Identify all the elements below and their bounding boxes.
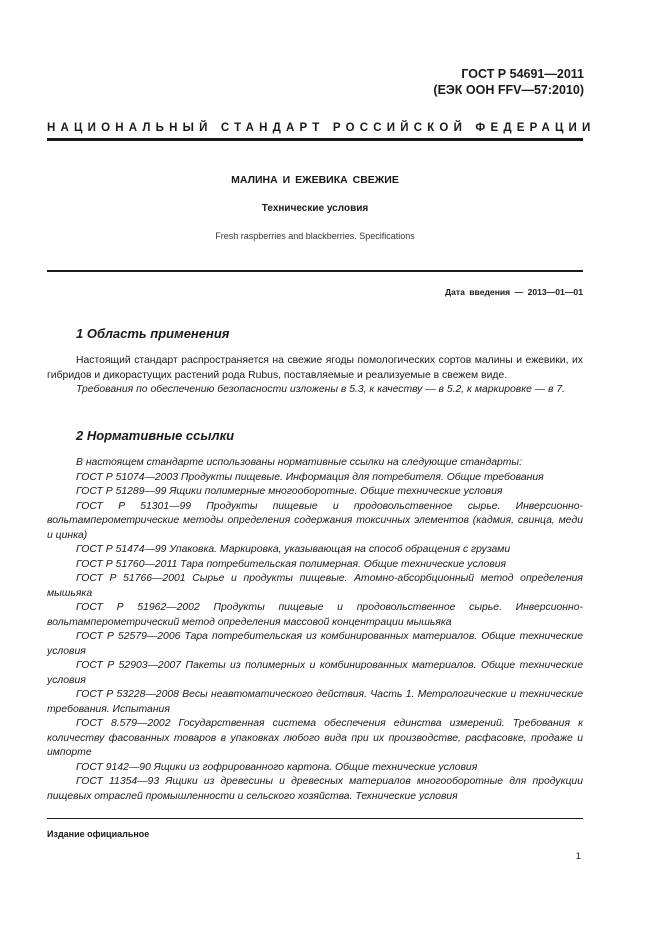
section-2-body [47,456,583,804]
paragraph: Настоящий стандарт распространяется на свежие ягоды помологических сортов малины и ежевики, их гибридов и дикорастущих растений рода Rubus, поставляемые и реализуемые в свежем виде. [47,355,583,381]
page-number: 1 [575,851,581,862]
document-title: МАЛИНА И ЕЖЕВИКА СВЕЖИЕ [231,174,399,186]
introduction-date: Дата введения — 2013—01—01 [444,287,583,297]
paragraph: В настоящем стандарте использованы нормативные ссылки на следующие стандарты: [76,457,522,468]
document-subtitle: Технические условия [261,203,369,214]
reference-item: ГОСТ Р 52579—2006 Тара потребительская из комбинированных материалов. Общие технические условия [47,631,583,657]
document-title-english: Fresh raspberries and blackberries. Specifications [215,231,415,241]
paragraph: Требования по обеспечению безопасности изложены в 5.3, к качеству — в 5.2, к маркировке — в 7. [76,384,566,395]
reference-item: ГОСТ Р 51760—2011 Тара потребительская полимерная. Общие технические условия [76,558,507,570]
reference-item: ГОСТ Р 51474—99 Упаковка. Маркировка, указывающая на способ обращения с грузами [76,544,511,555]
standard-banner: НАЦИОНАЛЬНЫЙ СТАНДАРТ РОССИЙСКОЙ ФЕДЕРАЦИИ [47,122,596,134]
gost-designation [433,66,584,98]
official-edition-note: Издание официальное [47,829,150,839]
section-2-heading: 2 Нормативные ссылки [76,428,235,443]
reference-item: ГОСТ Р 53228—2008 Весы неавтоматического действия. Часть 1. Метрологические и технические требования. Испытания [47,689,583,715]
header-rule [47,138,583,141]
reference-item: ГОСТ Р 51301—99 Продукты пищевые и продовольственное сырье. Инверсионно-вольтамперометрические методы определения содержания токсичных элементов (кадмия, свинца, меди и цинка) [47,500,583,541]
reference-item: ГОСТ 11354—93 Ящики из древесины и древесных материалов многооборотные для продукции пищевых отраслей промышленности и сельского хозяйства. Технические условия [47,776,583,802]
footer-rule [47,818,583,819]
gost-number: ГОСТ Р 54691—2011 [461,67,584,81]
reference-item: ГОСТ Р 51289—99 Ящики полимерные многооборотные. Общие технические условия [76,486,503,497]
reference-item: ГОСТ Р 51074—2003 Продукты пищевые. Информация для потребителя. Общие требования [76,471,544,483]
reference-item: ГОСТ Р 51766—2001 Сырье и продукты пищевые. Атомно-абсорбционный метод определения мышьяка [47,573,583,599]
section-1-heading: 1 Область применения [76,326,230,341]
reference-item: ГОСТ Р 52903—2007 Пакеты из полимерных и комбинированных материалов. Общие технические условия [47,660,583,686]
reference-item: ГОСТ Р 51962—2002 Продукты пищевые и продовольственное сырье. Инверсионно-вольтамперометрический метод определения массовой концентрации мышьяка [47,602,583,628]
reference-item: ГОСТ 8.579—2002 Государственная система обеспечения единства измерений. Требования к количеству фасованных товаров в упаковках любого вида при их производстве, расфасовке, продаже и импорте [47,718,583,758]
gost-equivalent: (ЕЭК ООН FFV—57:2010) [433,83,584,97]
title-rule [47,270,583,272]
section-1-body [47,354,583,398]
reference-item: ГОСТ 9142—90 Ящики из гофрированного картона. Общие технические условия [76,761,478,773]
